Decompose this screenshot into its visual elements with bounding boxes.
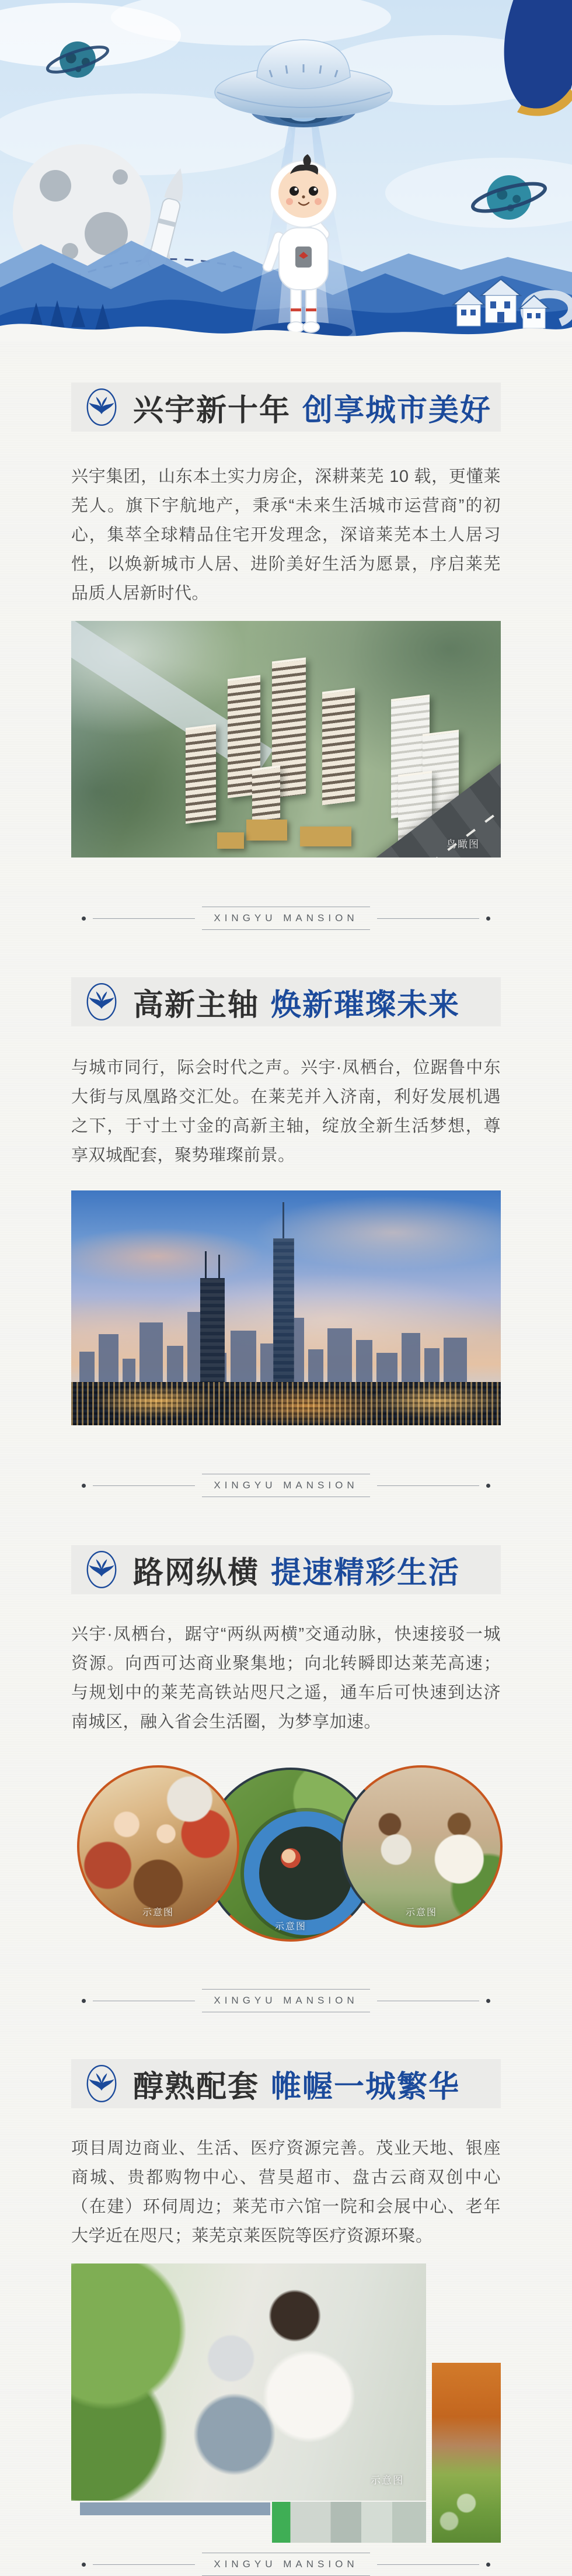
tower xyxy=(322,688,355,806)
brand-wing-logo-icon xyxy=(85,387,118,428)
city-lights xyxy=(71,1382,501,1425)
divider-dot xyxy=(486,916,490,921)
section-body-4: 项目周边商业、生活、医疗资源完善。茂业天地、银座商城、贵都购物中心、营昊超市、盘古云商双创中心（在建）环伺周边；莱芜市六馆一院和会展中心、老年大学近在咫尺；莱芜京莱医院等医疗资源环聚。 xyxy=(71,2139,501,2245)
medical-care-photo xyxy=(71,2263,426,2501)
divider-dot xyxy=(82,916,86,921)
divider-label: XINGYU MANSION xyxy=(202,1474,369,1497)
checkout-photo xyxy=(272,2502,426,2543)
section-body-2: 与城市同行，际会时代之声。兴宇·凤栖台，位踞鲁中东大街与凤凰路交汇处。在莱芜并入济南，利好发展机遇之下，于寸土寸金的高新主轴，绽放全新生活梦想，尊享双城配套，聚势璀璨前景。 xyxy=(71,1058,501,1165)
brand-divider xyxy=(82,2553,490,2576)
divider-dot xyxy=(82,1484,86,1488)
family-music-photo xyxy=(77,1765,239,1928)
section-title-dark: 路网纵横 xyxy=(133,1556,260,1590)
hero-art xyxy=(0,0,572,342)
section-title-dark: 兴宇新十年 xyxy=(133,393,291,428)
divider-dot xyxy=(486,2563,490,2567)
section-title-1 xyxy=(71,383,501,432)
supermarket-photo xyxy=(432,2363,501,2543)
lowrise xyxy=(246,820,287,841)
brand-divider xyxy=(82,1474,490,1497)
divider-label: XINGYU MANSION xyxy=(202,2553,369,2576)
hero-illustration xyxy=(0,0,572,342)
section-title-blue: 创享城市美好 xyxy=(302,393,492,428)
section-title-blue: 焕新璀璨未来 xyxy=(271,988,461,1022)
brand-wing-logo-icon xyxy=(85,981,118,1022)
divider-dot xyxy=(486,1999,490,2003)
kids-running-photo xyxy=(340,1765,503,1928)
lowrise xyxy=(217,832,244,849)
brand-divider xyxy=(82,907,490,930)
divider-line xyxy=(377,2564,479,2565)
lifestyle-circle-gallery xyxy=(71,1751,501,1950)
divider-line xyxy=(93,2564,195,2565)
divider-line xyxy=(377,918,479,919)
lowrise xyxy=(300,827,351,846)
brand-divider xyxy=(82,1989,490,2012)
skyscraper-twin-antenna xyxy=(200,1278,225,1388)
divider-dot xyxy=(82,2563,86,2567)
brand-wing-logo-icon xyxy=(85,2063,118,2104)
divider-line xyxy=(93,1485,195,1486)
divider-label: XINGYU MANSION xyxy=(202,1989,369,2012)
image-watermark: 示意图 xyxy=(142,1908,174,1918)
accent-bar xyxy=(80,2502,270,2515)
section-title-2 xyxy=(71,977,501,1026)
section-body-1: 兴宇集团，山东本土实力房企，深耕莱芜 10 载，更懂莱芜人。旗下宇航地产，秉承“未来生活城市运营商”的初心，集萃全球精品住宅开发理念，深谙莱芜本土人居习性，以焕新城市人居、进阶美好生活为愿景，序启莱芜品质人居新时代。 xyxy=(71,467,501,603)
section-title-4 xyxy=(71,2059,501,2108)
image-watermark: 鸟瞰图 xyxy=(447,839,480,850)
section-title-3 xyxy=(71,1545,501,1594)
section-title-blue: 帷幄一城繁华 xyxy=(271,2070,461,2104)
section-body-3: 兴宇·凤栖台，踞守“两纵两横”交通动脉，快速接驳一城资源。向西可达商业聚集地；向北转瞬即达莱芜高速；与规划中的莱芜高铁站咫尺之遥，通车后可快速到达济南城区，融入省会生活圈，为梦享加速。 xyxy=(71,1625,501,1731)
tower xyxy=(186,724,216,824)
section-title-dark: 高新主轴 xyxy=(133,988,260,1022)
aerial-render-image xyxy=(71,621,501,857)
divider-dot xyxy=(82,1999,86,2003)
image-watermark: 示意图 xyxy=(274,1922,306,1932)
jumping-kid xyxy=(281,1848,301,1868)
image-watermark: 示意图 xyxy=(405,1908,437,1918)
section-title-dark: 醇熟配套 xyxy=(133,2070,260,2104)
section-title-blue: 提速精彩生活 xyxy=(271,1556,461,1590)
skyscraper-spire xyxy=(273,1238,294,1389)
divider-line xyxy=(377,1485,479,1486)
amenities-collage xyxy=(71,2263,501,2543)
divider-line xyxy=(93,918,195,919)
divider-label: XINGYU MANSION xyxy=(202,907,369,930)
city-skyline-image xyxy=(71,1190,501,1425)
image-watermark: 示意图 xyxy=(371,2475,404,2486)
brand-wing-logo-icon xyxy=(85,1549,118,1590)
divider-dot xyxy=(486,1484,490,1488)
